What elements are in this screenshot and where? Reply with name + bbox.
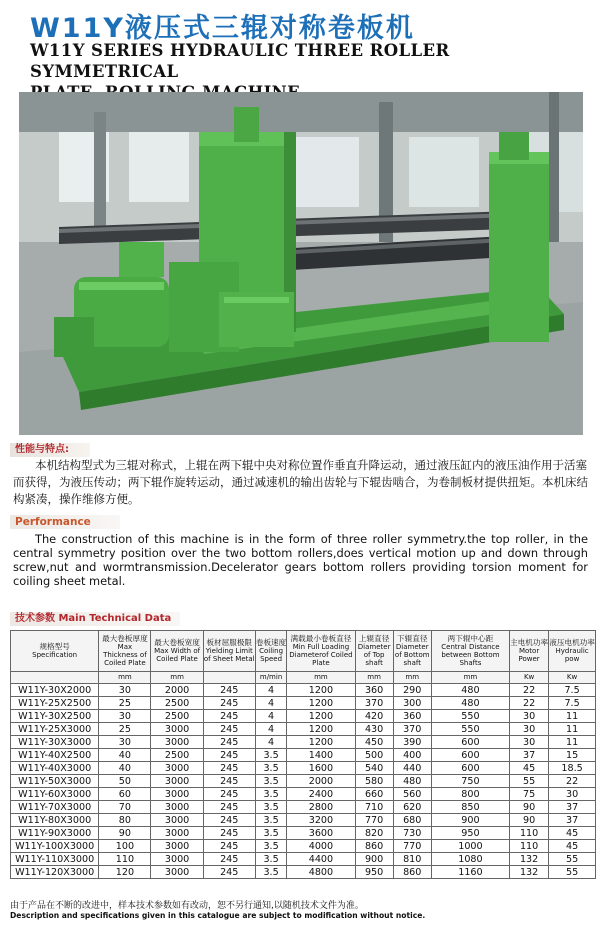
header-en: Motor Power — [518, 647, 540, 663]
header-en: Max Width of Coiled Plate — [154, 647, 201, 663]
header-en: Coiling Speed — [259, 647, 284, 663]
table-cell: 480 — [431, 684, 509, 697]
table-cell: W11Y-30X2500 — [11, 710, 99, 723]
spec-header-cell — [99, 631, 151, 672]
table-cell: 600 — [431, 736, 509, 749]
table-cell: W11Y-30X3000 — [11, 736, 99, 749]
table-cell: 11 — [549, 710, 596, 723]
table-cell: 120 — [99, 866, 151, 879]
table-cell: 850 — [431, 801, 509, 814]
table-cell: 4 — [255, 697, 286, 710]
spec-unit-row — [11, 672, 596, 684]
table-cell: 2500 — [151, 697, 203, 710]
table-cell: 770 — [393, 840, 431, 853]
spec-unit-cell: mm — [431, 672, 509, 684]
table-row — [11, 697, 596, 710]
spec-unit-cell: mm — [355, 672, 393, 684]
table-cell: 90 — [510, 801, 549, 814]
table-cell: 15 — [549, 749, 596, 762]
table-cell: 30 — [549, 788, 596, 801]
table-cell: 245 — [203, 853, 255, 866]
table-cell: 360 — [355, 684, 393, 697]
spec-header-cell — [255, 631, 286, 672]
table-cell: 3600 — [287, 827, 355, 840]
spec-header-cell — [203, 631, 255, 672]
table-cell: 245 — [203, 866, 255, 879]
table-cell: 30 — [510, 736, 549, 749]
header-cn: 下辊直径 — [397, 634, 428, 643]
table-cell: 30 — [99, 736, 151, 749]
header-cn: 满载最小卷板直径 — [290, 634, 352, 643]
table-cell: 950 — [355, 866, 393, 879]
table-cell: 560 — [393, 788, 431, 801]
table-cell: 3000 — [151, 866, 203, 879]
table-cell: 4400 — [287, 853, 355, 866]
table-cell: 45 — [549, 840, 596, 853]
table-row — [11, 723, 596, 736]
table-cell: 90 — [99, 827, 151, 840]
table-cell: 2000 — [287, 775, 355, 788]
table-cell: 30 — [510, 723, 549, 736]
tech-data-heading: 技术参数 Main Technical Data — [15, 613, 172, 624]
table-cell: 3000 — [151, 840, 203, 853]
spec-header-cell — [510, 631, 549, 672]
table-cell: 132 — [510, 853, 549, 866]
table-cell: 770 — [355, 814, 393, 827]
table-cell: 75 — [510, 788, 549, 801]
spec-header-cell — [11, 631, 99, 672]
table-cell: 3.5 — [255, 775, 286, 788]
table-cell: 3.5 — [255, 788, 286, 801]
table-cell: W11Y-110X3000 — [11, 853, 99, 866]
table-cell: 45 — [510, 762, 549, 775]
table-cell: 18.5 — [549, 762, 596, 775]
table-cell: 3.5 — [255, 814, 286, 827]
table-row — [11, 762, 596, 775]
table-row — [11, 866, 596, 879]
table-cell: 3000 — [151, 827, 203, 840]
table-cell: 245 — [203, 775, 255, 788]
table-cell: 900 — [431, 814, 509, 827]
table-cell: 730 — [393, 827, 431, 840]
table-cell: 290 — [393, 684, 431, 697]
table-cell: 3000 — [151, 853, 203, 866]
table-cell: 245 — [203, 840, 255, 853]
table-cell: 4 — [255, 736, 286, 749]
spec-unit-cell — [11, 672, 99, 684]
features-heading-bar — [10, 443, 90, 457]
table-cell: 620 — [393, 801, 431, 814]
table-cell: 3.5 — [255, 866, 286, 879]
header-en: Specification — [32, 651, 78, 659]
table-cell: 90 — [510, 814, 549, 827]
table-row — [11, 710, 596, 723]
table-row — [11, 788, 596, 801]
features-heading: 性能与特点: — [15, 444, 69, 455]
table-row — [11, 840, 596, 853]
header-cn: 板材屈服极限 — [206, 638, 253, 647]
table-row — [11, 684, 596, 697]
table-cell: 3.5 — [255, 749, 286, 762]
table-cell: W11Y-70X3000 — [11, 801, 99, 814]
spec-table-body — [11, 684, 596, 879]
table-cell: 3.5 — [255, 762, 286, 775]
title-en-line1: W11Y SERIES HYDRAULIC THREE ROLLER SYMMETRICAL — [30, 41, 450, 81]
table-cell: 3000 — [151, 736, 203, 749]
table-cell: W11Y-90X3000 — [11, 827, 99, 840]
table-cell: 245 — [203, 827, 255, 840]
table-row — [11, 814, 596, 827]
table-cell: 420 — [355, 710, 393, 723]
table-cell: 550 — [431, 710, 509, 723]
table-cell: 55 — [549, 853, 596, 866]
spec-header-cell — [549, 631, 596, 672]
spec-header-cell — [151, 631, 203, 672]
table-cell: 550 — [431, 723, 509, 736]
table-cell: W11Y-50X3000 — [11, 775, 99, 788]
spec-header-cell — [355, 631, 393, 672]
spec-header-cell — [393, 631, 431, 672]
spec-unit-cell: mm — [99, 672, 151, 684]
table-row — [11, 827, 596, 840]
table-cell: 430 — [355, 723, 393, 736]
table-cell: 480 — [393, 775, 431, 788]
table-cell: 1080 — [431, 853, 509, 866]
table-cell: 440 — [393, 762, 431, 775]
table-row — [11, 775, 596, 788]
table-cell: W11Y-30X2000 — [11, 684, 99, 697]
table-cell: 1200 — [287, 697, 355, 710]
table-cell: 800 — [431, 788, 509, 801]
table-row — [11, 801, 596, 814]
table-cell: 11 — [549, 736, 596, 749]
tech-data-heading-bar — [10, 612, 180, 626]
table-cell: 860 — [355, 840, 393, 853]
spec-unit-cell: m/min — [255, 672, 286, 684]
table-cell: W11Y-40X2500 — [11, 749, 99, 762]
performance-text: The construction of this machine is in the form of three roller symmetry.the top roller, in the central symmetry position over the two bottom rollers,does vertical motion up and down through screw,nut and wormtransmission.Decelerator gears bottom rollers providing torsion moment for coiling sheet metal. — [13, 532, 588, 588]
table-cell: 480 — [431, 697, 509, 710]
table-cell: 245 — [203, 710, 255, 723]
table-cell: 245 — [203, 788, 255, 801]
header-cn: 规格型号 — [39, 642, 70, 651]
header-cn: 最大卷板宽度 — [154, 638, 200, 647]
table-cell: 110 — [510, 827, 549, 840]
table-cell: 370 — [393, 723, 431, 736]
header-cn: 主电机功率 — [510, 638, 549, 647]
machine-photo — [19, 92, 583, 435]
table-cell: 810 — [393, 853, 431, 866]
table-cell: 600 — [431, 762, 509, 775]
table-cell: W11Y-25X3000 — [11, 723, 99, 736]
table-cell: 3000 — [151, 723, 203, 736]
table-cell: 3.5 — [255, 853, 286, 866]
table-cell: 70 — [99, 801, 151, 814]
table-cell: 660 — [355, 788, 393, 801]
spec-unit-cell: mm — [151, 672, 203, 684]
table-cell: 4000 — [287, 840, 355, 853]
table-cell: 1000 — [431, 840, 509, 853]
table-cell: 370 — [355, 697, 393, 710]
table-cell: 30 — [99, 710, 151, 723]
header-cn: 上辊直径 — [358, 634, 390, 643]
table-cell: 500 — [355, 749, 393, 762]
table-cell: 1600 — [287, 762, 355, 775]
table-cell: 360 — [393, 710, 431, 723]
table-cell: 37 — [549, 814, 596, 827]
performance-heading-bar — [10, 515, 120, 529]
header-en: Max Thickness of Coiled Plate — [103, 643, 147, 667]
table-cell: 390 — [393, 736, 431, 749]
header-en: Yielding Limit of Sheet Metal — [203, 647, 255, 663]
table-cell: 30 — [510, 710, 549, 723]
table-cell: 750 — [431, 775, 509, 788]
table-cell: 245 — [203, 736, 255, 749]
table-cell: 110 — [510, 840, 549, 853]
table-cell: 820 — [355, 827, 393, 840]
table-cell: 40 — [99, 762, 151, 775]
spec-unit-cell — [203, 672, 255, 684]
header-en: Central Distance between Bottom Shafts — [441, 643, 500, 667]
spec-header-cell — [431, 631, 509, 672]
table-cell: 680 — [393, 814, 431, 827]
table-cell: 55 — [510, 775, 549, 788]
table-cell: 22 — [510, 697, 549, 710]
table-cell: W11Y-80X3000 — [11, 814, 99, 827]
table-cell: 1200 — [287, 736, 355, 749]
header-en: Min Full Loading Diameterof Coiled Plate — [289, 643, 353, 667]
table-cell: 40 — [99, 749, 151, 762]
header-cn: 最大卷板厚度 — [102, 634, 148, 643]
spec-header-row — [11, 631, 596, 672]
table-cell: 1400 — [287, 749, 355, 762]
table-cell: 37 — [510, 749, 549, 762]
table-cell: 4 — [255, 723, 286, 736]
spec-table — [10, 630, 596, 879]
table-cell: 60 — [99, 788, 151, 801]
table-cell: 11 — [549, 723, 596, 736]
footer-note-en: Description and specifications given in this catalogue are subject to modification without notice. — [10, 911, 426, 920]
header-en: Hydraulic pow — [555, 647, 589, 663]
table-cell: 580 — [355, 775, 393, 788]
table-cell: 1160 — [431, 866, 509, 879]
table-cell: 110 — [99, 853, 151, 866]
table-cell: 245 — [203, 762, 255, 775]
table-cell: 450 — [355, 736, 393, 749]
header-cn: 液压电机功率 — [549, 638, 595, 647]
header-cn: 两下辊中心距 — [447, 634, 494, 643]
footer-note-cn: 由于产品在不断的改进中，样本技术参数如有改动，恕不另行通知,以随机技术文件为准。 — [10, 901, 364, 911]
spec-unit-cell: Kw — [510, 672, 549, 684]
header-cn: 卷板速度 — [255, 638, 287, 647]
table-cell: 245 — [203, 814, 255, 827]
table-cell: 3000 — [151, 788, 203, 801]
table-cell: 80 — [99, 814, 151, 827]
table-cell: 1200 — [287, 723, 355, 736]
table-cell: 25 — [99, 697, 151, 710]
table-cell: 300 — [393, 697, 431, 710]
table-cell: 2800 — [287, 801, 355, 814]
table-cell: 2500 — [151, 749, 203, 762]
table-cell: W11Y-60X3000 — [11, 788, 99, 801]
table-cell: 4 — [255, 710, 286, 723]
table-cell: 50 — [99, 775, 151, 788]
table-cell: 22 — [510, 684, 549, 697]
table-cell: 3.5 — [255, 840, 286, 853]
table-cell: W11Y-100X3000 — [11, 840, 99, 853]
header-en: Diameter of Top shaft — [357, 643, 391, 667]
table-cell: 4800 — [287, 866, 355, 879]
table-cell: 7.5 — [549, 697, 596, 710]
table-row — [11, 749, 596, 762]
table-cell: 3000 — [151, 775, 203, 788]
table-cell: 22 — [549, 775, 596, 788]
table-row — [11, 853, 596, 866]
features-text-cn: 本机结构型式为三辊对称式，上辊在两下辊中央对称位置作垂直升降运动，通过液压缸内的液压油作用于活塞而获得，为液压传动；两下辊作旋转运动，通过减速机的输出齿轮与下辊齿啮合，为卷制板材提供扭矩。本机床结构紧凑，操作维修方便。 — [13, 458, 588, 506]
page-title-cn: W11Y液压式三辊对称卷板机 — [30, 13, 415, 44]
performance-heading: Performance — [15, 516, 91, 528]
header-en: Diameter of Bottom shaft — [394, 643, 430, 667]
table-cell: 3000 — [151, 814, 203, 827]
table-cell: 245 — [203, 723, 255, 736]
table-cell: 3000 — [151, 801, 203, 814]
table-cell: 2500 — [151, 710, 203, 723]
table-cell: 25 — [99, 723, 151, 736]
spec-unit-cell: mm — [393, 672, 431, 684]
table-cell: W11Y-25X2500 — [11, 697, 99, 710]
spec-unit-cell: Kw — [549, 672, 596, 684]
table-cell: 3000 — [151, 762, 203, 775]
table-cell: 100 — [99, 840, 151, 853]
table-row — [11, 736, 596, 749]
table-cell: 245 — [203, 697, 255, 710]
table-cell: 2400 — [287, 788, 355, 801]
table-cell: 3200 — [287, 814, 355, 827]
table-cell: W11Y-40X3000 — [11, 762, 99, 775]
table-cell: 1200 — [287, 710, 355, 723]
table-cell: 245 — [203, 749, 255, 762]
spec-unit-cell: mm — [287, 672, 355, 684]
table-cell: 2000 — [151, 684, 203, 697]
table-cell: 4 — [255, 684, 286, 697]
table-cell: 540 — [355, 762, 393, 775]
table-cell: 860 — [393, 866, 431, 879]
table-cell: 245 — [203, 801, 255, 814]
table-cell: 900 — [355, 853, 393, 866]
table-cell: 3.5 — [255, 827, 286, 840]
table-cell: 37 — [549, 801, 596, 814]
table-cell: 45 — [549, 827, 596, 840]
table-cell: 3.5 — [255, 801, 286, 814]
table-cell: 950 — [431, 827, 509, 840]
table-cell: 55 — [549, 866, 596, 879]
table-cell: 245 — [203, 684, 255, 697]
table-cell: 132 — [510, 866, 549, 879]
table-cell: 710 — [355, 801, 393, 814]
table-cell: 400 — [393, 749, 431, 762]
table-cell: 30 — [99, 684, 151, 697]
table-cell: 7.5 — [549, 684, 596, 697]
table-cell: 1200 — [287, 684, 355, 697]
spec-header-cell — [287, 631, 355, 672]
table-cell: W11Y-120X3000 — [11, 866, 99, 879]
table-cell: 600 — [431, 749, 509, 762]
